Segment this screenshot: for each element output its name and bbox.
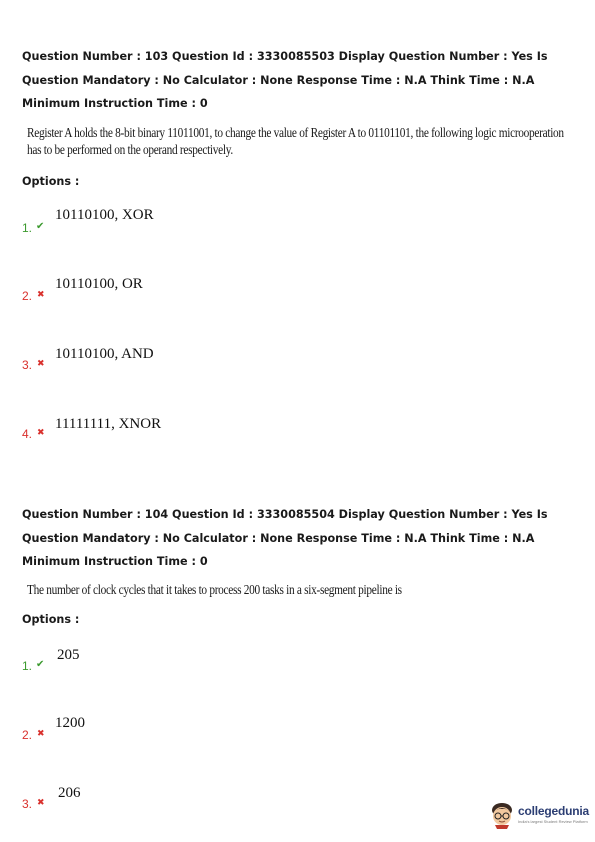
question-103-options-label: Options :: [22, 175, 80, 188]
question-104-options-label: Options :: [22, 613, 80, 626]
question-103-text: Register A holds the 8-bit binary 11011001, to change the value of Register A to 01101101, the following logic microoperation has to be performed on the operand respectively.: [27, 125, 564, 157]
logo-tagline: India's largest Student Review Platform: [518, 819, 588, 824]
check-icon: ✔: [36, 221, 45, 232]
question-104-meta: Question Number : 104 Question Id : 3330085504 Display Question Number : Yes Is Question Mandatory : No Calculator : None Response Time : N.A Think Time : N.A Minimum Instruction Time : 0: [22, 508, 548, 568]
option-number: 2.: [22, 289, 33, 303]
option-text: 10110100, OR: [55, 276, 143, 292]
cross-icon: ✖: [37, 358, 45, 368]
cross-icon: ✖: [37, 427, 45, 437]
collegedunia-logo: [489, 800, 589, 830]
logo-name: collegedunia: [518, 804, 589, 818]
check-icon: ✔: [36, 659, 45, 670]
option-text: 10110100, AND: [55, 346, 154, 362]
option-number: 3.: [22, 797, 33, 811]
cross-icon: ✖: [37, 728, 45, 738]
option-number: 1.: [22, 221, 33, 235]
option-number: 3.: [22, 358, 33, 372]
option-number: 2.: [22, 728, 33, 742]
option-text: 205: [57, 647, 80, 663]
option-number: 1.: [22, 659, 33, 673]
cross-icon: ✖: [37, 289, 45, 299]
question-104-text: The number of clock cycles that it takes to process 200 tasks in a six-segment pipeline is: [27, 582, 402, 597]
option-text: 11111111, XNOR: [55, 416, 162, 432]
option-text: 10110100, XOR: [55, 207, 154, 223]
option-number: 4.: [22, 427, 33, 441]
cross-icon: ✖: [37, 797, 45, 807]
option-text: 1200: [55, 715, 85, 731]
question-103-meta: Question Number : 103 Question Id : 3330085503 Display Question Number : Yes Is Question Mandatory : No Calculator : None Response Time : N.A Think Time : N.A Minimum Instruction Time : 0: [22, 50, 548, 110]
mascot-icon: [489, 801, 515, 829]
option-text: 206: [58, 785, 81, 801]
